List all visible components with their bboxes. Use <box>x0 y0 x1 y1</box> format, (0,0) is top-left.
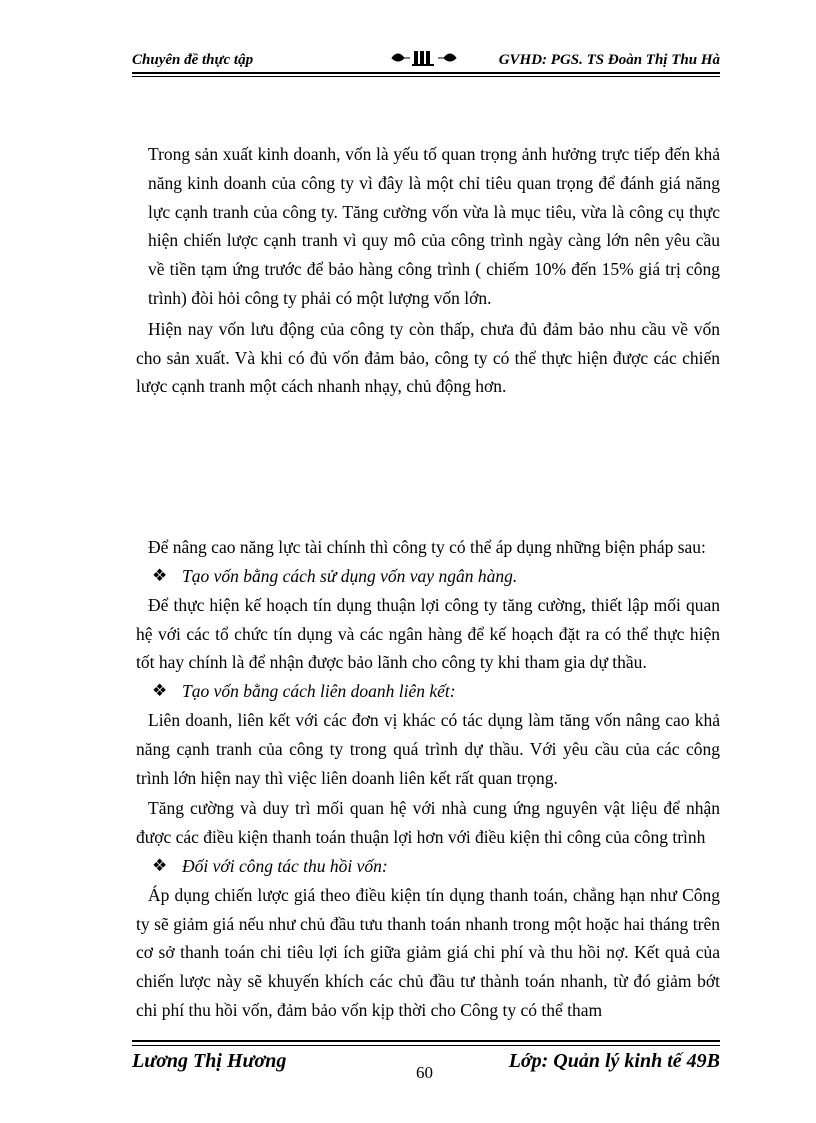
page-header <box>132 48 720 72</box>
paragraph: Trong sản xuất kinh doanh, vốn là yếu tố quan trọng ảnh hưởng trực tiếp đến khả năng kinh doanh của công ty vì đây là một chỉ tiêu quan trọng để đánh giá năng lực cạnh tranh của công ty. Tăng cường vốn vừa là mục tiêu, vừa là công cụ thực hiện chiến lược cạnh tranh vì quy mô của công trình ngày càng lớn nên yêu cầu về tiền tạm ứng trước để bảo hàng công trình ( chiếm 10% đến 15% giá trị công trình) đòi hỏi công ty phải có một lượng vốn lớn. <box>148 144 720 308</box>
header-ornament-icon <box>390 48 460 73</box>
footer-rule <box>132 1040 720 1042</box>
diamond-bullet-icon: ❖ <box>152 565 168 585</box>
header-rule <box>132 72 720 74</box>
footer-class: Lớp: Quản lý kinh tế 49B <box>508 1050 720 1072</box>
spacer <box>148 401 720 533</box>
header-supervisor: GVHD: PGS. TS Đoàn Thị Thu Hà <box>498 52 720 68</box>
diamond-bullet-icon: ❖ <box>152 681 168 701</box>
bullet-item <box>148 562 720 591</box>
document-body <box>136 140 720 1025</box>
bullet-item <box>148 677 720 706</box>
paragraph: Tăng cường và duy trì mối quan hệ với nhà cung ứng nguyên vật liệu để nhận được các điều kiện thanh toán thuận lợi hơn với điều kiện thi công của công trình <box>136 798 720 848</box>
paragraph: Hiện nay vốn lưu động của công ty còn thấp, chưa đủ đảm bảo nhu cầu về vốn cho sản xuất. Và khi có đủ vốn đảm bảo, công ty có thể thực hiện được các chiến lược cạnh tranh một cách nhanh nhạy, chủ động hơn. <box>136 318 720 397</box>
paragraph: Áp dụng chiến lược giá theo điều kiện tín dụng thanh toán, chẳng hạn như Công ty sẽ giảm giá nếu như chủ đầu tưu thanh toán nhanh trong một hoặc hai tháng trên cơ sở thanh toán chi tiêu lợi ích giữa giảm giá chi phí và thu hồi nợ. Kết quả của chiến lược này sẽ khuyến khích các chủ đầu tư thành toán nhanh, từ đó giảm bớt chi phí thu hồi vốn, đảm bảo vốn kịp thời cho Công ty có thể tham <box>136 884 720 1020</box>
bullet-text: Tạo vốn bằng cách liên doanh liên kết: <box>182 681 456 702</box>
header-rule-thin <box>132 76 720 77</box>
bullet-item <box>148 852 720 881</box>
footer-rule-thin <box>132 1045 720 1046</box>
paragraph: Để nâng cao năng lực tài chính thì công ty có thể áp dụng những biện pháp sau: <box>148 537 706 558</box>
page-number: 60 <box>416 1063 433 1082</box>
footer-author: Lương Thị Hương <box>132 1050 287 1072</box>
header-title: Chuyên đề thực tập <box>132 52 254 68</box>
diamond-bullet-icon: ❖ <box>152 855 168 875</box>
bullet-text: Tạo vốn bằng cách sử dụng vốn vay ngân hàng. <box>182 565 518 586</box>
bullet-text: Đối với công tác thu hồi vốn: <box>182 855 388 876</box>
paragraph: Để thực hiện kế hoạch tín dụng thuận lợi công ty tăng cường, thiết lập mối quan hệ với các tổ chức tín dụng và các ngân hàng để kế hoạch đặt ra có thể thực hiện tốt hay chính là để nhận được bảo lãnh cho công ty khi tham gia dự thầu. <box>136 594 720 673</box>
paragraph: Liên doanh, liên kết với các đơn vị khác có tác dụng làm tăng vốn nâng cao khả năng cạnh tranh của công ty trong quá trình dự thầu. Với yêu cầu của các công trình lớn hiện nay thì việc liên doanh liên kết rất quan trọng. <box>136 709 720 788</box>
